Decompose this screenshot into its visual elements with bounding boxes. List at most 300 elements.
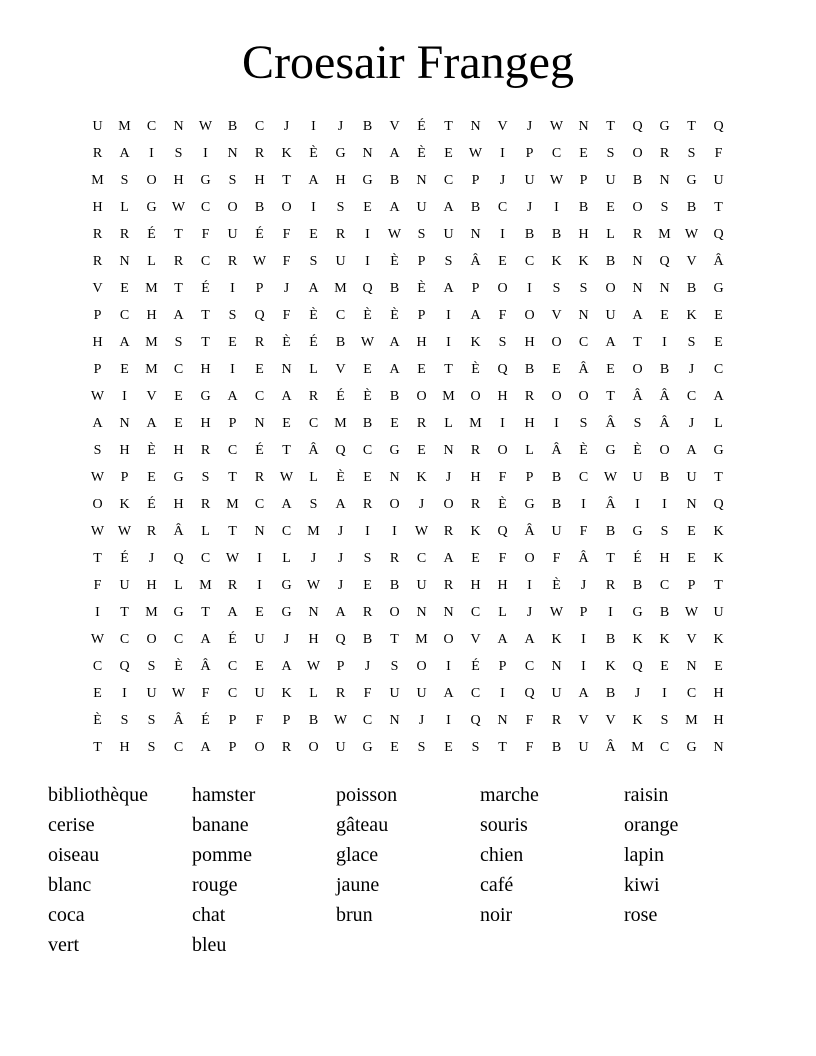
grid-cell: L xyxy=(282,551,291,566)
grid-cell: F xyxy=(498,470,507,485)
grid-cell: É xyxy=(255,227,264,242)
grid-cell: S xyxy=(687,335,696,350)
grid-cell: R xyxy=(389,551,400,566)
grid-row xyxy=(84,572,732,599)
grid-cell: S xyxy=(228,308,237,323)
grid-cell: G xyxy=(281,605,292,620)
grid-cell: G xyxy=(173,605,184,620)
grid-cell: E xyxy=(363,362,372,377)
grid-cell: B xyxy=(389,281,400,296)
grid-cell: P xyxy=(471,173,480,188)
grid-cell: A xyxy=(308,281,319,296)
grid-row xyxy=(84,383,732,410)
grid-cell: H xyxy=(119,740,130,755)
grid-cell: M xyxy=(226,497,239,512)
grid-cell: H xyxy=(146,308,157,323)
grid-cell: R xyxy=(335,227,346,242)
grid-cell: J xyxy=(364,659,371,674)
grid-cell: I xyxy=(500,146,505,161)
grid-cell: L xyxy=(525,443,534,458)
grid-cell: W xyxy=(117,524,132,539)
grid-cell: G xyxy=(713,281,724,296)
grid-cell: N xyxy=(686,659,697,674)
grid-cell: T xyxy=(201,308,210,323)
grid-cell: R xyxy=(254,146,265,161)
grid-cell: N xyxy=(578,308,589,323)
grid-cell: S xyxy=(633,416,642,431)
grid-cell: N xyxy=(686,497,697,512)
grid-cell: H xyxy=(173,497,184,512)
grid-cell: K xyxy=(713,524,724,539)
grid-cell: H xyxy=(119,443,130,458)
grid-cell: G xyxy=(173,470,184,485)
grid-cell: S xyxy=(444,254,453,269)
grid-cell: Â xyxy=(470,254,481,269)
grid-cell: R xyxy=(281,740,292,755)
word-list-item: glace xyxy=(336,844,379,866)
grid-cell: W xyxy=(414,524,429,539)
grid-cell: S xyxy=(417,740,426,755)
grid-cell: W xyxy=(171,686,186,701)
grid-cell: M xyxy=(685,713,698,728)
grid-cell: B xyxy=(389,173,400,188)
grid-cell: È xyxy=(390,308,399,323)
grid-cell: A xyxy=(281,659,292,674)
grid-cell: C xyxy=(362,713,373,728)
grid-cell: W xyxy=(306,578,321,593)
grid-cell: Q xyxy=(335,443,346,458)
grid-cell: F xyxy=(282,308,291,323)
grid-cell: U xyxy=(254,632,265,647)
grid-cell: R xyxy=(227,578,238,593)
grid-cell: U xyxy=(605,308,616,323)
grid-cell: W xyxy=(279,470,294,485)
grid-cell: O xyxy=(551,389,562,404)
grid-cell: S xyxy=(660,524,669,539)
grid-cell: T xyxy=(174,227,183,242)
grid-cell: T xyxy=(201,335,210,350)
word-list-item: souris xyxy=(480,814,528,836)
grid-cell: E xyxy=(255,362,264,377)
grid-cell: P xyxy=(525,470,534,485)
grid-cell: G xyxy=(686,173,697,188)
grid-cell: K xyxy=(416,470,427,485)
grid-cell: B xyxy=(470,200,481,215)
grid-cell: C xyxy=(254,389,265,404)
grid-cell: É xyxy=(336,389,345,404)
grid-cell: K xyxy=(659,632,670,647)
grid-cell: E xyxy=(93,686,102,701)
word-list-item: kiwi xyxy=(624,874,660,896)
grid-cell: P xyxy=(93,308,102,323)
grid-cell: O xyxy=(551,335,562,350)
grid-cell: C xyxy=(524,254,535,269)
grid-cell: B xyxy=(632,173,643,188)
grid-cell: N xyxy=(551,659,562,674)
grid-cell: O xyxy=(416,389,427,404)
grid-cell: T xyxy=(606,389,615,404)
word-list-item: gâteau xyxy=(336,814,389,836)
grid-cell: P xyxy=(282,713,291,728)
grid-cell: E xyxy=(714,335,723,350)
grid-cell: O xyxy=(92,497,103,512)
grid-cell: H xyxy=(713,713,724,728)
grid-cell: C xyxy=(659,740,670,755)
grid-cell: T xyxy=(282,173,291,188)
grid-cell: R xyxy=(308,389,319,404)
grid-cell: S xyxy=(309,254,318,269)
grid-cell: I xyxy=(311,119,316,134)
grid-cell: P xyxy=(93,362,102,377)
grid-cell: A xyxy=(227,389,238,404)
grid-cell: T xyxy=(714,200,723,215)
grid-cell: W xyxy=(684,227,699,242)
grid-cell: Â xyxy=(713,254,724,269)
grid-cell: A xyxy=(497,632,508,647)
grid-cell: H xyxy=(200,416,211,431)
word-list xyxy=(48,780,768,960)
grid-cell: N xyxy=(713,740,724,755)
grid-cell: T xyxy=(228,524,237,539)
grid-cell: Â xyxy=(578,362,589,377)
grid-cell: W xyxy=(468,146,483,161)
grid-row xyxy=(84,437,732,464)
grid-cell: E xyxy=(363,200,372,215)
grid-cell: S xyxy=(579,281,588,296)
grid-cell: J xyxy=(445,470,452,485)
grid-cell: C xyxy=(281,524,292,539)
grid-cell: W xyxy=(90,524,105,539)
grid-cell: S xyxy=(93,443,102,458)
grid-cell: I xyxy=(446,308,451,323)
grid-cell: O xyxy=(632,362,643,377)
grid-cell: I xyxy=(257,578,262,593)
grid-cell: I xyxy=(365,227,370,242)
grid-cell: J xyxy=(337,578,344,593)
grid-cell: I xyxy=(635,497,640,512)
grid-cell: I xyxy=(554,200,559,215)
grid-cell: Â xyxy=(578,551,589,566)
letter-grid xyxy=(84,113,732,761)
grid-cell: F xyxy=(282,254,291,269)
grid-cell: S xyxy=(120,713,129,728)
grid-cell: G xyxy=(146,200,157,215)
grid-cell: T xyxy=(714,578,723,593)
grid-cell: M xyxy=(91,173,104,188)
grid-cell: O xyxy=(389,605,400,620)
grid-cell: R xyxy=(254,335,265,350)
grid-cell: T xyxy=(444,362,453,377)
grid-cell: F xyxy=(93,578,102,593)
grid-cell: J xyxy=(418,713,425,728)
grid-cell: I xyxy=(446,659,451,674)
grid-cell: C xyxy=(713,362,724,377)
grid-cell: H xyxy=(200,362,211,377)
grid-cell: B xyxy=(659,605,670,620)
grid-cell: E xyxy=(687,551,696,566)
grid-cell: V xyxy=(686,632,697,647)
grid-cell: S xyxy=(471,740,480,755)
grid-cell: F xyxy=(579,524,588,539)
grid-row xyxy=(84,653,732,680)
grid-cell: I xyxy=(230,362,235,377)
grid-cell: C xyxy=(416,551,427,566)
grid-cell: É xyxy=(417,119,426,134)
grid-cell: F xyxy=(498,551,507,566)
grid-cell: F xyxy=(363,686,372,701)
grid-cell: C xyxy=(578,470,589,485)
grid-cell: È xyxy=(309,308,318,323)
grid-cell: C xyxy=(227,659,238,674)
grid-cell: B xyxy=(227,119,238,134)
word-list-item: chat xyxy=(192,904,226,926)
grid-cell: I xyxy=(581,659,586,674)
grid-cell: J xyxy=(418,497,425,512)
grid-cell: H xyxy=(146,578,157,593)
grid-cell: W xyxy=(90,632,105,647)
grid-cell: B xyxy=(524,227,535,242)
grid-cell: E xyxy=(390,740,399,755)
grid-cell: C xyxy=(524,659,535,674)
grid-cell: T xyxy=(606,551,615,566)
grid-cell: G xyxy=(200,173,211,188)
word-list-item: rouge xyxy=(192,874,238,896)
grid-cell: R xyxy=(227,254,238,269)
grid-cell: I xyxy=(122,686,127,701)
grid-cell: R xyxy=(659,146,670,161)
grid-cell: U xyxy=(416,578,427,593)
grid-cell: J xyxy=(526,605,533,620)
grid-cell: H xyxy=(713,686,724,701)
grid-cell: H xyxy=(308,632,319,647)
grid-cell: C xyxy=(686,686,697,701)
grid-cell: I xyxy=(554,416,559,431)
grid-cell: W xyxy=(198,119,213,134)
grid-cell: B xyxy=(389,578,400,593)
grid-cell: É xyxy=(120,551,129,566)
grid-cell: V xyxy=(578,713,589,728)
grid-cell: E xyxy=(714,659,723,674)
grid-cell: J xyxy=(688,362,695,377)
grid-cell: E xyxy=(606,362,615,377)
grid-cell: Q xyxy=(659,254,670,269)
grid-cell: K xyxy=(632,632,643,647)
grid-row xyxy=(84,599,732,626)
grid-cell: L xyxy=(444,416,453,431)
grid-cell: C xyxy=(146,119,157,134)
grid-cell: B xyxy=(551,497,562,512)
grid-cell: G xyxy=(686,740,697,755)
grid-cell: J xyxy=(148,551,155,566)
grid-cell: O xyxy=(632,200,643,215)
grid-cell: U xyxy=(524,173,535,188)
word-list-item: chien xyxy=(480,844,524,866)
grid-cell: S xyxy=(336,200,345,215)
grid-cell: C xyxy=(659,578,670,593)
grid-cell: M xyxy=(145,335,158,350)
grid-cell: N xyxy=(470,119,481,134)
grid-cell: T xyxy=(93,740,102,755)
grid-cell: S xyxy=(390,659,399,674)
grid-cell: K xyxy=(281,146,292,161)
grid-row xyxy=(84,410,732,437)
grid-cell: V xyxy=(470,632,481,647)
word-list-item: raisin xyxy=(624,784,669,806)
word-list-item: rose xyxy=(624,904,658,926)
word-list-item: banane xyxy=(192,814,249,836)
grid-cell: H xyxy=(92,335,103,350)
grid-row xyxy=(84,275,732,302)
grid-cell: Q xyxy=(632,119,643,134)
grid-cell: A xyxy=(92,416,103,431)
grid-cell: O xyxy=(578,389,589,404)
grid-cell: F xyxy=(255,713,264,728)
grid-cell: R xyxy=(416,416,427,431)
grid-cell: N xyxy=(578,119,589,134)
grid-cell: Â xyxy=(551,443,562,458)
grid-cell: I xyxy=(527,281,532,296)
grid-row xyxy=(84,356,732,383)
word-list-item: bleu xyxy=(192,934,227,956)
grid-cell: I xyxy=(122,389,127,404)
grid-cell: E xyxy=(444,740,453,755)
grid-cell: V xyxy=(497,119,508,134)
grid-cell: K xyxy=(713,632,724,647)
grid-cell: Â xyxy=(605,740,616,755)
grid-cell: F xyxy=(282,227,291,242)
grid-cell: T xyxy=(633,335,642,350)
grid-cell: M xyxy=(118,119,131,134)
grid-cell: M xyxy=(145,605,158,620)
grid-cell: S xyxy=(498,335,507,350)
grid-cell: N xyxy=(632,281,643,296)
grid-cell: N xyxy=(389,713,400,728)
grid-cell: V xyxy=(335,362,346,377)
grid-row xyxy=(84,167,732,194)
grid-cell: E xyxy=(687,524,696,539)
grid-cell: I xyxy=(527,578,532,593)
grid-cell: P xyxy=(498,659,507,674)
grid-row xyxy=(84,545,732,572)
grid-cell: H xyxy=(659,551,670,566)
grid-cell: È xyxy=(471,362,480,377)
grid-cell: C xyxy=(200,254,211,269)
word-list-row xyxy=(48,840,768,870)
grid-cell: T xyxy=(282,443,291,458)
grid-row xyxy=(84,491,732,518)
word-list-row xyxy=(48,810,768,840)
grid-cell: I xyxy=(257,551,262,566)
word-list-item: cerise xyxy=(48,814,95,836)
grid-cell: B xyxy=(605,254,616,269)
grid-cell: V xyxy=(146,389,157,404)
word-list-item: coca xyxy=(48,904,85,926)
grid-cell: H xyxy=(254,173,265,188)
grid-cell: H xyxy=(173,173,184,188)
grid-cell: F xyxy=(201,227,210,242)
grid-cell: O xyxy=(308,740,319,755)
grid-cell: Q xyxy=(470,713,481,728)
word-list-row xyxy=(48,930,768,960)
grid-cell: W xyxy=(549,605,564,620)
grid-cell: I xyxy=(500,686,505,701)
grid-cell: W xyxy=(90,389,105,404)
grid-cell: C xyxy=(119,308,130,323)
grid-cell: È xyxy=(390,254,399,269)
grid-cell: U xyxy=(92,119,103,134)
grid-cell: A xyxy=(173,308,184,323)
grid-cell: È xyxy=(552,578,561,593)
grid-cell: S xyxy=(660,200,669,215)
grid-cell: U xyxy=(578,740,589,755)
grid-cell: R xyxy=(443,524,454,539)
grid-cell: H xyxy=(335,173,346,188)
grid-cell: B xyxy=(551,740,562,755)
grid-cell: O xyxy=(416,659,427,674)
grid-cell: É xyxy=(201,281,210,296)
grid-cell: E xyxy=(174,389,183,404)
grid-cell: I xyxy=(446,335,451,350)
grid-cell: W xyxy=(360,335,375,350)
grid-cell: C xyxy=(497,200,508,215)
grid-cell: L xyxy=(120,200,129,215)
grid-cell: B xyxy=(308,713,319,728)
grid-cell: I xyxy=(662,497,667,512)
grid-cell: H xyxy=(470,470,481,485)
grid-cell: Q xyxy=(713,497,724,512)
grid-cell: K xyxy=(686,308,697,323)
grid-cell: È xyxy=(282,335,291,350)
grid-cell: F xyxy=(201,686,210,701)
grid-cell: P xyxy=(687,578,696,593)
grid-cell: E xyxy=(147,470,156,485)
grid-cell: M xyxy=(307,524,320,539)
grid-cell: G xyxy=(389,443,400,458)
grid-cell: G xyxy=(362,740,373,755)
grid-cell: R xyxy=(335,686,346,701)
word-list-item: bibliothèque xyxy=(48,784,148,806)
grid-cell: É xyxy=(309,335,318,350)
grid-cell: G xyxy=(335,146,346,161)
grid-cell: U xyxy=(416,686,427,701)
grid-cell: R xyxy=(119,227,130,242)
grid-cell: I xyxy=(446,713,451,728)
grid-cell: C xyxy=(200,200,211,215)
grid-cell: C xyxy=(443,173,454,188)
grid-cell: U xyxy=(605,173,616,188)
grid-cell: A xyxy=(605,335,616,350)
grid-cell: O xyxy=(470,389,481,404)
grid-cell: S xyxy=(660,713,669,728)
grid-cell: E xyxy=(282,416,291,431)
grid-cell: J xyxy=(634,686,641,701)
grid-cell: R xyxy=(92,146,103,161)
grid-cell: C xyxy=(254,497,265,512)
grid-cell: C xyxy=(227,686,238,701)
word-list-item: café xyxy=(480,874,514,896)
grid-cell: B xyxy=(362,416,373,431)
grid-cell: J xyxy=(283,632,290,647)
grid-cell: M xyxy=(631,740,644,755)
grid-cell: A xyxy=(443,551,454,566)
grid-cell: R xyxy=(443,578,454,593)
grid-cell: Q xyxy=(524,686,535,701)
grid-cell: A xyxy=(632,308,643,323)
grid-cell: I xyxy=(662,335,667,350)
grid-cell: O xyxy=(146,173,157,188)
grid-cell: W xyxy=(603,470,618,485)
grid-cell: N xyxy=(254,524,265,539)
